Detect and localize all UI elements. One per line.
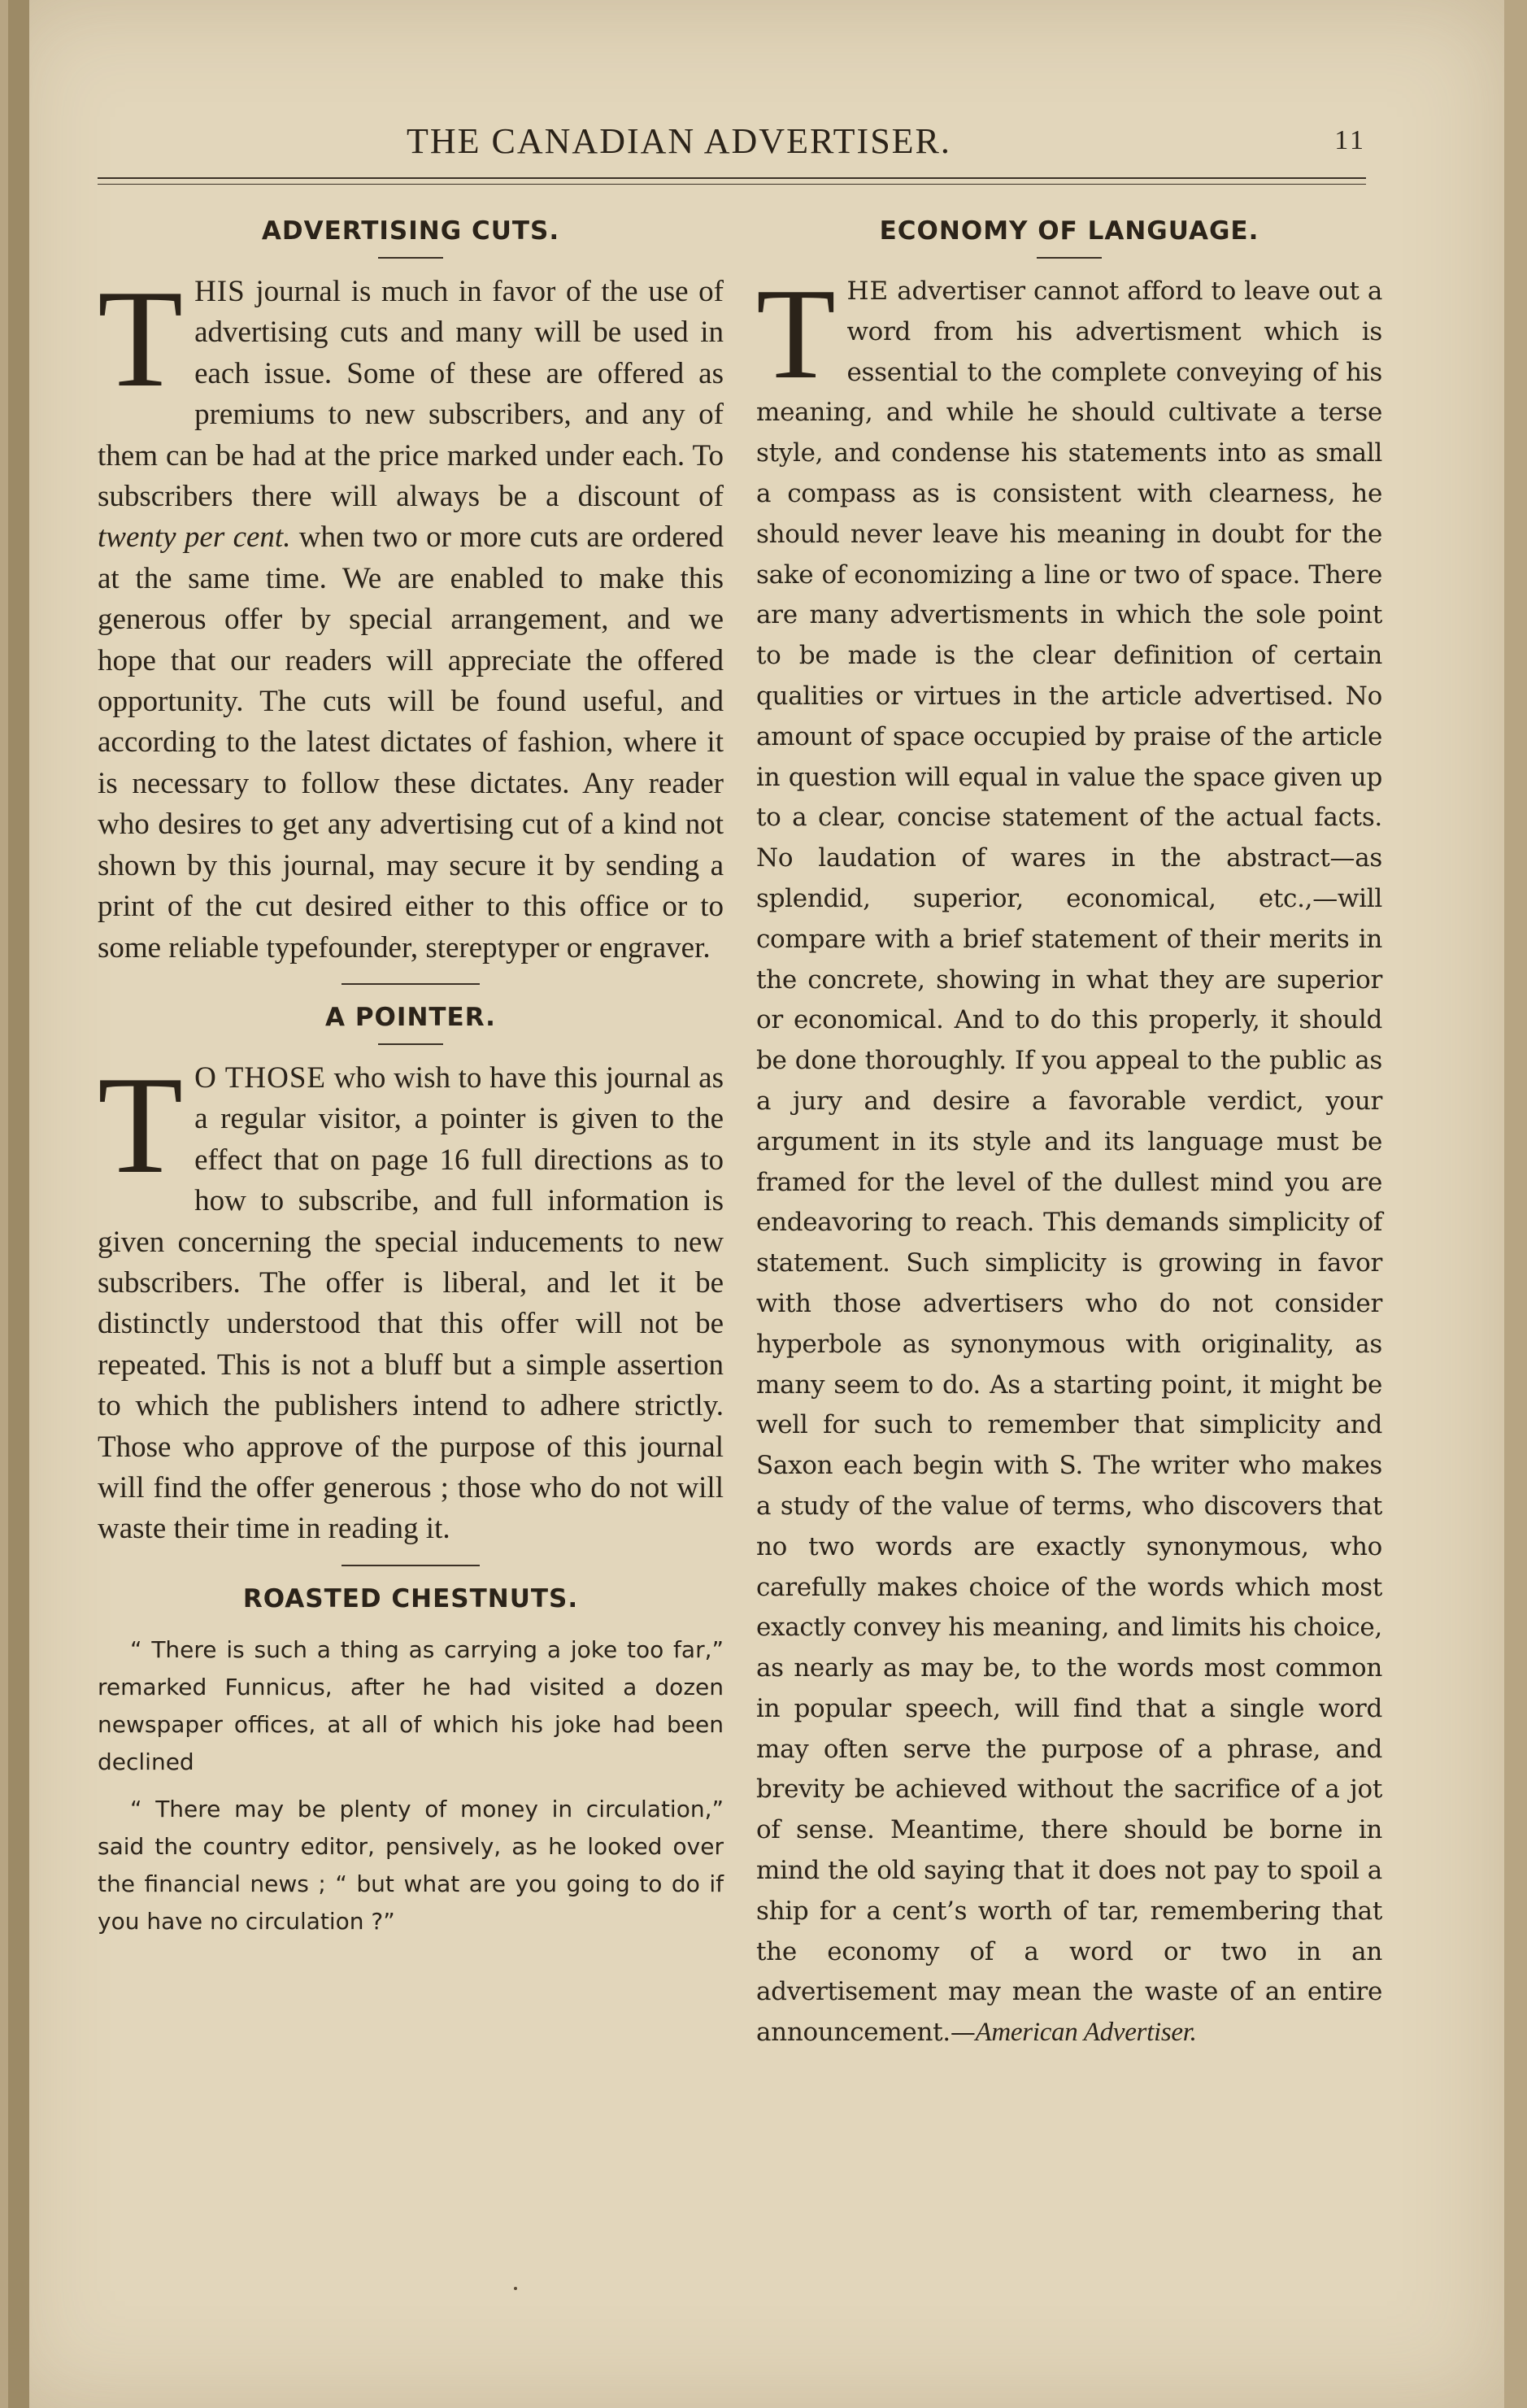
article-heading: ECONOMY OF LANGUAGE. [879, 216, 1259, 246]
article-heading: A POINTER. [325, 1002, 496, 1032]
article-body [98, 262, 724, 969]
right-column [756, 203, 1382, 2053]
heading-rule [1037, 257, 1102, 259]
lead-word: HE [846, 277, 890, 306]
anecdote-paragraph: “ There may be plenty of money in circulation,” said the country editor, pensively, as he looked over the financial news ; “ but what are you going to do if you have no circulation ?” [98, 1795, 724, 1935]
lead-word: HIS [194, 275, 246, 308]
drop-cap: T [98, 1047, 184, 1203]
page-number: 11 [1334, 125, 1366, 155]
drop-cap: T [98, 262, 184, 416]
article-text: who wish to have this journal as a regular visitor, a pointer is given to the effect that on page 16 full directions as to how to subscribe, and full information is given concerning the special inducements to new subscribers. The offer is liberal, and let it be distinctly understood that this offer will not be repeated. This is not a bluff but a simple assertion to which the publishers intend to adhere strictly. Those who approve of the purpose of this journal will find the offer generous ; those who do not will waste their time in reading it. [98, 1060, 724, 1546]
article-heading: ADVERTISING CUTS. [261, 216, 560, 246]
article-roasted-chestnuts [98, 1584, 724, 1940]
running-header [98, 120, 1366, 169]
heading-rule [378, 1043, 443, 1045]
anecdote-paragraph: “ There is such a thing as carrying a joke too far,” remarked Funnicus, after he had visited a dozen newspaper offices, at all of which his joke had been declined [98, 1635, 724, 1775]
section-divider [342, 983, 480, 985]
binding-gutter [8, 0, 29, 2408]
emphasis-text: twenty per cent. [98, 520, 291, 555]
lead-word: O THOSE [194, 1060, 327, 1095]
drop-cap: T [756, 261, 836, 406]
page [8, 0, 1504, 2408]
print-speck [514, 2287, 517, 2290]
header-rule-thin [98, 184, 1366, 185]
section-divider [342, 1565, 480, 1566]
heading-rule [378, 257, 443, 259]
article-advertising-cuts [98, 216, 724, 969]
article-text-continued: when two or more cuts are ordered at the same time. We are enabled to make this generous offer by special arrangement, and we hope that our readers will appreciate the offered opportunity. The cuts will be found useful, and according to the latest dictates of fashion, where it is necessary to follow these dictates. Any reader who desires to get any advertising cut of a kind not shown by this journal, may secure it by sending a print of the cut desired either to this office or to some reliable typefounder, stereptyper or engraver. [98, 520, 724, 965]
header-rule [98, 177, 1366, 179]
article-text: journal is much in favor of the use of advertising cuts and many will be used in each issue. Some of these are offered as premiums to new subscribers, and any of them can be had at the price marked under each. To subscribers there will always be a discount of [98, 275, 724, 514]
article-body [756, 261, 1382, 2053]
left-column [98, 203, 724, 1950]
running-title: THE CANADIAN ADVERTISER. [407, 121, 951, 161]
article-a-pointer [98, 1003, 724, 1550]
article-economy-of-language [756, 216, 1382, 2053]
article-body [98, 1047, 724, 1550]
source-attribution: American Advertiser. [975, 2018, 1197, 2048]
article-heading: ROASTED CHESTNUTS. [242, 1583, 579, 1613]
article-text: advertiser cannot afford to leave out a word from his advertisment which is essential to the complete conveying of his meaning, and while he should cultivate a terse style, and condense his statements into as small a compass as is consistent with clearness, he should never leave his meaning in doubt for the sake of economizing a line or two of space. There are many advertisments in which the sole point to be made is the clear definition of certain qualities or virtues in the article advertised. No amount of space occupied by praise of the article in question will equal in value the space given up to a clear, concise statement of the actual facts. No laudation of wares in the abstract—as splendid, superior, economical, etc.,—will compare with a brief statement of their merits in the concrete, showing in what they are superior or economical. And to do this properly, it should be done thoroughly. If you appeal to the public as a jury and desire a favorable verdict, your argument in its style and its language must be framed for the level of the dullest mind you are endeavoring to reach. This demands simplicity of statement. Such simplicity is growing in favor with those advertisers who do not consider hyperbole as synonymous with originality, as many seem to do. As a starting point, it might be well for such to remember that simplicity and Saxon each begin with S. The writer who makes a study of the value of terms, who discovers that no two words are exactly synonymous, who carefully makes choice of the words which most exactly convey his meaning, and limits his choice, as nearly as may be, to the words most common in popular speech, will find that a single word may often serve the purpose of a phrase, and brevity be achieved without the sacrifice of a jot of sense. Meantime, there should be borne in mind the old saying that it does not pay to spoil a ship for a cent’s worth of tar, remembering that the economy of a word or two in an advertisement may mean the waste of an entire announcement.— [756, 277, 1382, 2048]
